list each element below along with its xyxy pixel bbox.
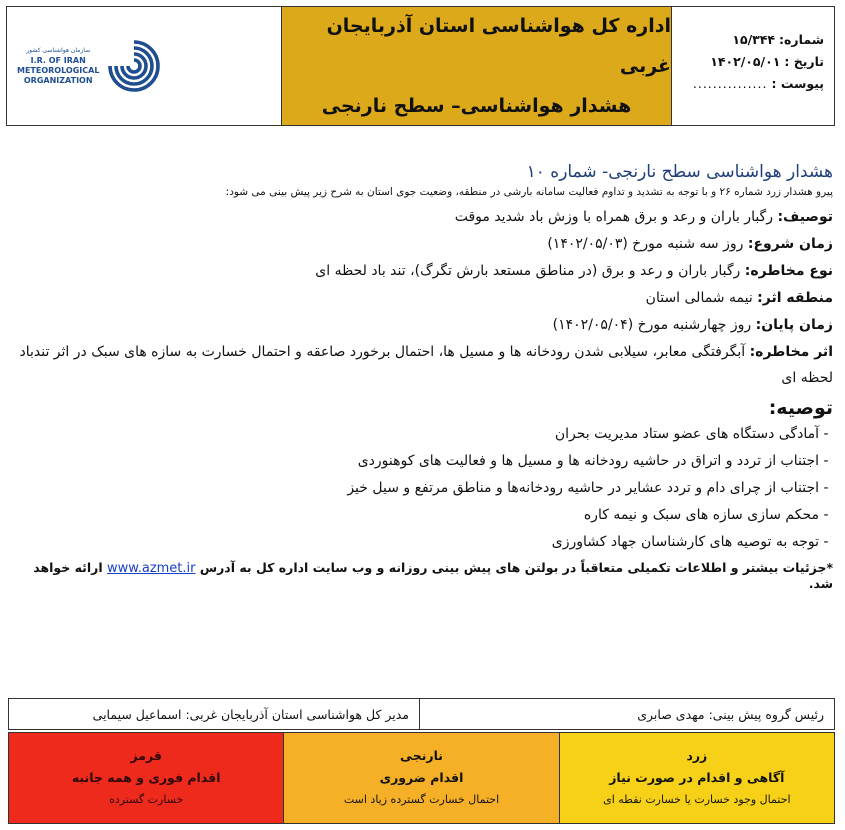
logo-line-3: ORGANIZATION (23, 76, 93, 85)
field-label: زمان شروع: (747, 236, 833, 252)
field-hazard-impact (18, 339, 833, 391)
date-label: تاریخ : (784, 54, 824, 69)
level-action: اقدام فوری و همه جانبه (71, 770, 221, 785)
field-label: توصیف: (777, 209, 833, 225)
bulletin-body (18, 162, 833, 591)
field-affected-area (18, 285, 833, 311)
logo-text (17, 46, 99, 86)
field-value: رگبار باران و رعد و برق (در مناطق مستعد بارش تگرگ)، تند باد لحظه ای (315, 263, 741, 279)
director-signature: مدیر کل هواشناسی استان آذربایجان غربی: اسماعیل سیمایی (92, 706, 409, 722)
recommendations-title: توصیه: (768, 397, 833, 419)
field-label: نوع مخاطره: (744, 263, 833, 279)
meteorological-organization-emblem-icon (103, 35, 165, 97)
recommendation-text: توجه به توصیه های کارشناسان جهاد کشاورزی (551, 534, 819, 550)
letterhead (6, 6, 835, 126)
level-name: قرمز (130, 748, 162, 763)
logo-persian-name: سازمان هواشناسی کشور (26, 47, 91, 54)
field-value: روز چهارشنبه مورخ (۱۴۰۲/۰۵/۰۴) (552, 317, 752, 333)
field-label: اثر مخاطره: (749, 344, 833, 360)
dash-bullet-icon: - (823, 534, 829, 550)
field-value: نیمه شمالی استان (645, 290, 753, 306)
field-value: آبگرفتگی معابر، سیلابی شدن رودخانه ها و مسیل ها، احتمال برخورد صاعقه و احتمال خسارت به سازه های سبک در اثر تندباد لحظه ای (19, 344, 833, 386)
level-damage: احتمال خسارت گسترده زیاد است (343, 793, 500, 806)
footnote (18, 560, 833, 591)
field-start-time (18, 231, 833, 257)
signature-row (8, 698, 835, 730)
level-red (9, 733, 283, 823)
level-action: اقدام ضروری (379, 770, 464, 785)
organization-logo (7, 7, 281, 125)
footnote-text: *جزئیات بیشتر و اطلاعات تکمیلی متعاقباً در بولتن های پیش بینی روزانه و وب سایت اداره کل به آدرس (199, 560, 833, 575)
recommendation-text: آمادگی دستگاه های عضو ستاد مدیریت بحران (554, 426, 819, 442)
level-name: نارنجی (400, 748, 443, 763)
website-link[interactable]: www.azmet.ir (107, 561, 196, 576)
attachment-label: پیوست : (771, 76, 824, 91)
forecast-head-signature: رئیس گروه پیش بینی: مهدی صابری (419, 699, 834, 729)
field-value: رگبار باران و رعد و برق همراه با وزش باد شدید موقت (454, 209, 773, 225)
letter-meta (671, 7, 834, 125)
warning-level-title: هشدار هواشناسی– سطح نارنجی (321, 95, 632, 117)
footnote-end: ارائه خواهد شد. (33, 560, 833, 591)
field-label: زمان پایان: (755, 317, 833, 333)
field-hazard-type (18, 258, 833, 284)
field-value: روز سه شنبه مورخ (۱۴۰۲/۰۵/۰۳) (547, 236, 744, 252)
number-label: شماره: (779, 32, 824, 47)
level-damage: احتمال وجود خسارت یا خسارت نقطه ای (603, 793, 791, 806)
level-action: آگاهی و اقدام در صورت نیاز (609, 770, 785, 785)
warning-level-legend (8, 732, 835, 824)
level-name: زرد (686, 748, 708, 763)
recommendation-text: محکم سازی سازه های سبک و نیمه کاره (583, 507, 819, 523)
dash-bullet-icon: - (823, 507, 829, 523)
level-yellow (559, 733, 834, 823)
dash-bullet-icon: - (823, 453, 829, 469)
level-damage: خسارت گسترده (109, 793, 184, 806)
field-description (18, 204, 833, 230)
header-title-band (281, 7, 671, 125)
attachment-value: ............... (692, 76, 768, 91)
recommendation-item (18, 529, 833, 556)
recommendation-item (18, 475, 833, 502)
recommendation-item (18, 448, 833, 475)
bulletin-title: هشدار هواشناسی سطح نارنجی- شماره ۱۰ (526, 162, 833, 182)
recommendation-text: اجتناب از تردد و اتراق در حاشیه رودخانه ها و مسیل ها و فعالیت های کوهنوردی (357, 453, 819, 469)
field-end-time (18, 312, 833, 338)
recommendation-text: اجتناب از چرای دام و تردد عشایر در حاشیه رودخانه‌ها و مناطق مرتفع و سیل خیز (347, 480, 819, 496)
dash-bullet-icon: - (823, 426, 829, 442)
level-orange (283, 733, 558, 823)
recommendation-item (18, 421, 833, 448)
field-label: منطقه اثر: (757, 290, 833, 306)
office-title: اداره کل هواشناسی استان آذربایجان غربی (326, 15, 671, 77)
bulletin-intro: پیرو هشدار زرد شماره ۲۶ و با توجه به تشدید و تداوم فعالیت سامانه بارشی در منطقه، وضعیت جوی استان به شرح زیر پیش بینی می شود: (225, 186, 833, 198)
number-value: ۱۵/۳۴۴ (732, 32, 776, 47)
logo-line-2: METEOROLOGICAL (17, 66, 100, 75)
logo-line-1: I.R. OF IRAN (30, 56, 86, 65)
date-value: ۱۴۰۲/۰۵/۰۱ (710, 54, 781, 69)
dash-bullet-icon: - (823, 480, 829, 496)
recommendation-item (18, 502, 833, 529)
